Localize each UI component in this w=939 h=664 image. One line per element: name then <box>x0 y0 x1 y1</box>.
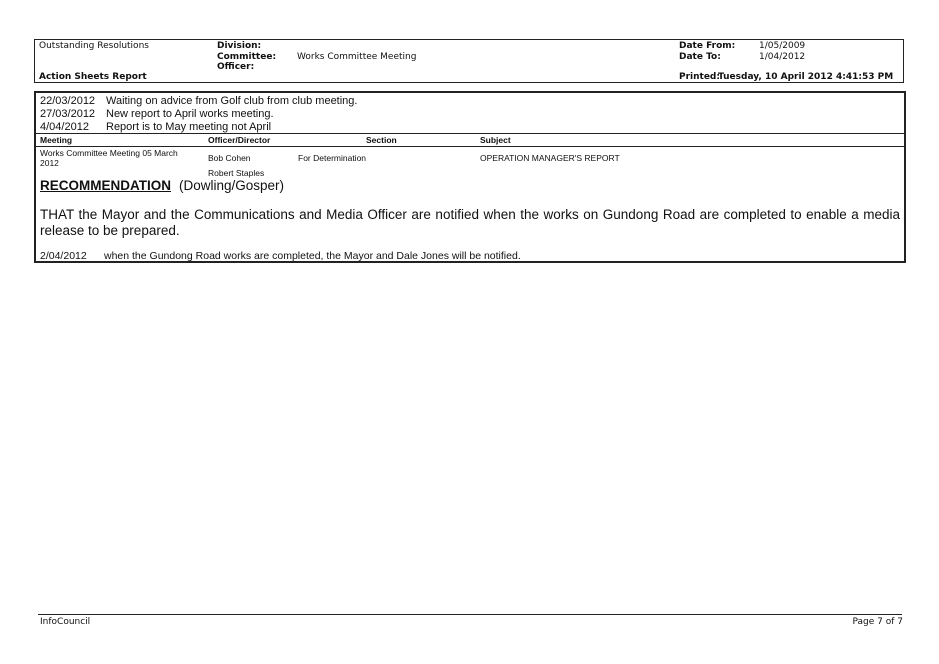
recommendation-text: THAT the Mayor and the Communications and Media Officer are notified when the works on Gundong Road are completed to enable a media release to be prepared. <box>40 207 900 238</box>
printed-value: Tuesday, 10 April 2012 4:41:53 PM <box>718 72 894 82</box>
progress-note <box>40 95 357 107</box>
divider <box>36 146 904 147</box>
report-type: Action Sheets Report <box>39 72 147 82</box>
meeting-cell: Works Committee Meeting 05 March 2012 <box>40 148 178 168</box>
committee-label: Committee: <box>217 52 277 62</box>
recommendation-title: RECOMMENDATION <box>40 178 171 193</box>
subject-cell: OPERATION MANAGER'S REPORT <box>480 153 620 163</box>
progress-note-text: Waiting on advice from Golf club from club meeting. <box>106 95 358 107</box>
progress-note <box>40 121 271 133</box>
officer-cell: Bob Cohen <box>208 153 251 163</box>
date-from-label: Date From: <box>679 41 736 51</box>
footer-app-name: InfoCouncil <box>40 617 91 627</box>
progress-note-date: 27/03/2012 <box>40 108 96 120</box>
divider <box>36 133 904 134</box>
progress-note-text: New report to April works meeting. <box>106 108 274 120</box>
page-number: Page 7 of 7 <box>852 617 903 627</box>
col-header-officer: Officer/Director <box>208 135 271 145</box>
report-header <box>34 39 904 83</box>
progress-note-date: 22/03/2012 <box>40 95 96 107</box>
date-to-label: Date To: <box>679 52 721 62</box>
recommendation-heading <box>40 178 284 193</box>
col-header-meeting: Meeting <box>40 135 73 145</box>
section-cell: For Determination <box>298 153 367 163</box>
officer-cell: Robert Staples <box>208 168 265 178</box>
division-label: Division: <box>217 41 262 51</box>
date-to-value: 1/04/2012 <box>759 52 806 62</box>
recommendation-movers: (Dowling/Gosper) <box>179 178 285 193</box>
progress-note <box>40 250 521 262</box>
printed-label: Printed: <box>679 72 720 82</box>
col-header-subject: Subject <box>480 135 511 145</box>
action-sheet <box>34 91 906 263</box>
footer-divider <box>38 614 902 615</box>
progress-note-text: when the Gundong Road works are completed, the Mayor and Dale Jones will be notified. <box>104 250 521 262</box>
progress-note-date: 4/04/2012 <box>40 121 89 133</box>
progress-note <box>40 108 274 120</box>
progress-note-text: Report is to May meeting not April <box>106 121 272 133</box>
report-name: Outstanding Resolutions <box>39 41 149 51</box>
committee-value: Works Committee Meeting <box>297 52 417 62</box>
col-header-section: Section <box>366 135 397 145</box>
progress-note-date: 2/04/2012 <box>40 250 87 262</box>
date-from-value: 1/05/2009 <box>759 41 806 51</box>
officer-label: Officer: <box>217 62 255 72</box>
